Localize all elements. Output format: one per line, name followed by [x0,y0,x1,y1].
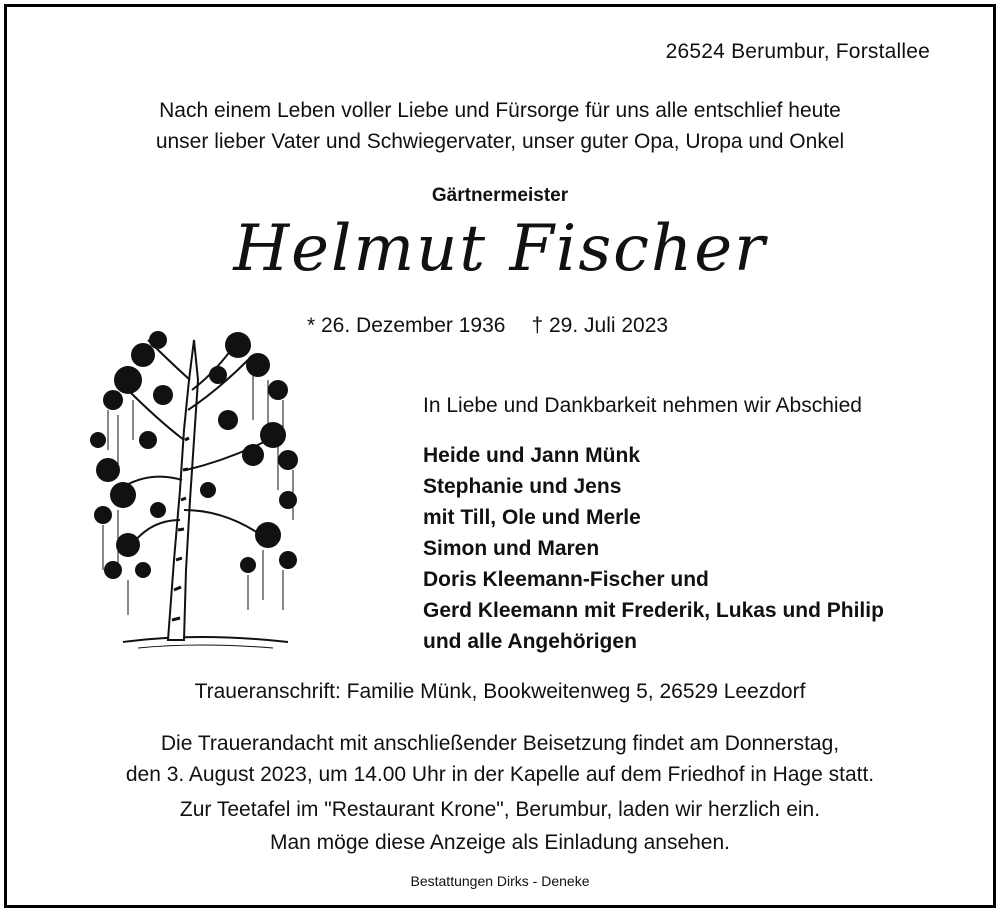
invitation-note: Man möge diese Anzeige als Einladung ansehen. [270,831,730,854]
service-line-1: Die Trauerandacht mit anschließender Beisetzung findet am Donnerstag, [160,732,840,755]
mourner-item: Stephanie und Jens [423,475,622,498]
mourning-address: Traueranschrift: Familie Münk, Bookweitenweg 5, 26529 Leezdorf [194,680,806,703]
intro-line-2: unser lieber Vater und Schwiegervater, unser guter Opa, Uropa und Onkel [155,130,845,153]
life-dates [307,314,694,338]
tea-invitation: Zur Teetafel im "Restaurant Krone", Berumbur, laden wir herzlich ein. [179,798,821,821]
birch-tree-icon [88,320,308,660]
birth-date: * 26. Dezember 1936 [307,314,506,337]
mourner-item: Doris Kleemann-Fischer und [423,568,709,591]
mourner-item: mit Till, Ole und Merle [423,506,641,529]
mourner-item: und alle Angehörigen [423,630,637,653]
mourner-item: Simon und Maren [423,537,600,560]
death-date: † 29. Juli 2023 [531,314,669,337]
intro-line-1: Nach einem Leben voller Liebe und Fürsorge für uns alle entschlief heute [159,99,841,122]
mourner-item: Heide und Jann Münk [423,444,641,467]
service-info [0,728,1000,790]
deceased-name: Helmut Fischer [233,212,767,286]
service-line-2: den 3. August 2023, um 14.00 Uhr in der Kapelle auf dem Friedhof in Hage statt. [125,763,875,786]
farewell-text: In Liebe und Dankbarkeit nehmen wir Abschied [423,394,862,417]
intro-text [0,95,1000,157]
undertaker: Bestattungen Dirks - Deneke [410,873,590,889]
profession: Gärtnermeister [431,185,569,206]
mourner-item: Gerd Kleemann mit Frederik, Lukas und Philip [423,599,884,622]
mourners-list [423,440,884,657]
residence-address: 26524 Berumbur, Forstallee [665,40,930,63]
